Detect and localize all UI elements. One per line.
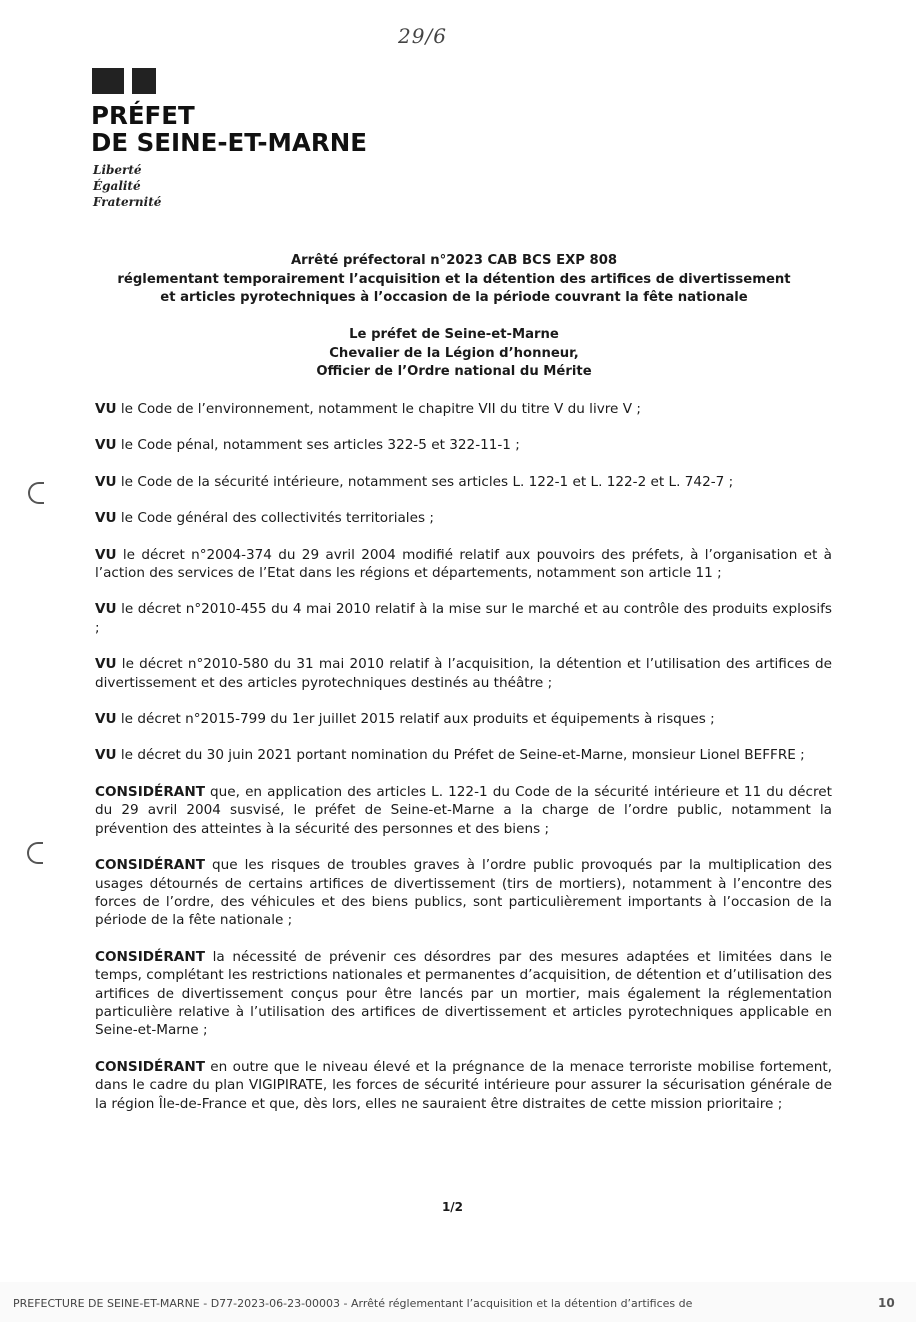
decree-body bbox=[95, 400, 832, 1131]
decree-number: Arrêté préfectoral n°2023 CAB BCS EXP 808 bbox=[290, 253, 618, 268]
marianne-logo bbox=[92, 68, 164, 94]
republic-motto bbox=[93, 162, 161, 210]
paragraph: VU le décret n°2010-580 du 31 mai 2010 relatif à l’acquisition, la détention et l’utilisation des artifices de divertissement et des articles pyrotechniques destinés au théâtre ; bbox=[95, 656, 832, 691]
decree-header bbox=[92, 252, 816, 308]
paragraph: VU le Code de la sécurité intérieure, notamment ses articles L. 122-1 et L. 122-2 et L. 742-7 ; bbox=[95, 473, 734, 490]
paragraph: CONSIDÉRANT la nécessité de prévenir ces désordres par des mesures adaptées et limitées dans le temps, complétant les restrictions nationales et permanentes d’acquisition, de détention et d’utilisation des artifices de divertissement conçus pour être lancés par un mortier, mais également la réglementation particulière relative à l’utilisation des artifices de divertissement et articles pyrotechniques applicable en Seine-et-Marne ; bbox=[95, 948, 832, 1039]
paragraph: VU le décret du 30 juin 2021 portant nomination du Préfet de Seine-et-Marne, monsieur Lionel BEFFRE ; bbox=[95, 747, 805, 764]
punch-hole-mark bbox=[27, 842, 43, 864]
motto-liberte: Liberté bbox=[93, 163, 142, 177]
punch-hole-mark bbox=[28, 482, 44, 504]
paragraph: CONSIDÉRANT en outre que le niveau élevé et la prégnance de la menace terroriste mobilise fortement, dans le cadre du plan VIGIPIRATE, les forces de sécurité intérieure pour assurer la sécurisation générale de la région Île-de-France et que, dès lors, elles ne sauraient être distraites de cette mission prioritaire ; bbox=[95, 1058, 832, 1112]
paragraph: CONSIDÉRANT que les risques de troubles graves à l’ordre public provoqués par la multiplication des usages détournés de certains artifices de divertissement (tirs de mortiers), notamment à l’encontre des forces de l’ordre, des véhicules et des biens publics, sont particulièrement importants à l’occasion de la période de la fête nationale ; bbox=[95, 857, 832, 929]
paragraph: VU le décret n°2015-799 du 1er juillet 2015 relatif aux produits et équipements à risques ; bbox=[95, 711, 715, 728]
authority-line1: Le préfet de Seine-et-Marne bbox=[349, 327, 559, 342]
authority-line3: Officier de l’Ordre national du Mérite bbox=[316, 364, 592, 379]
document-footer: PREFECTURE DE SEINE-ET-MARNE - D77-2023-06-23-00003 - Arrêté réglementant l’acquisition et la détention d’artifices de bbox=[13, 1297, 693, 1310]
issuing-authority bbox=[92, 326, 816, 382]
handwritten-note: 29/6 bbox=[398, 24, 447, 48]
paragraph: CONSIDÉRANT que, en application des articles L. 122-1 du Code de la sécurité intérieure et 11 du décret du 29 avril 2004 susvisé, le préfet de Seine-et-Marne a la charge de l’ordre public, notamment la prévention des atteintes à la sécurité des personnes et des biens ; bbox=[95, 783, 832, 837]
prefet-title-line1: PRÉFET bbox=[91, 101, 195, 130]
page-number: 1/2 bbox=[441, 1200, 464, 1214]
paragraph: VU le décret n°2010-455 du 4 mai 2010 relatif à la mise sur le marché et au contrôle des produits explosifs ; bbox=[95, 601, 832, 636]
motto-egalite: Égalité bbox=[93, 179, 141, 193]
footer-page-number: 10 bbox=[878, 1296, 895, 1310]
paragraph: VU le décret n°2004-374 du 29 avril 2004 modifié relatif aux pouvoirs des préfets, à l’organisation et à l’action des services de l’Etat dans les régions et départements, notamment son article 11 ; bbox=[95, 546, 832, 582]
paragraph: VU le Code général des collectivités territoriales ; bbox=[95, 510, 434, 527]
decree-subject-line1: réglementant temporairement l’acquisition et la détention des artifices de divertissement bbox=[117, 271, 791, 287]
prefet-title-line2: DE SEINE-ET-MARNE bbox=[91, 128, 367, 157]
prefet-title bbox=[91, 102, 367, 156]
paragraph: VU le Code pénal, notamment ses articles 322-5 et 322-11-1 ; bbox=[95, 437, 520, 454]
motto-fraternite: Fraternité bbox=[93, 195, 162, 209]
decree-subject-line2: et articles pyrotechniques à l’occasion de la période couvrant la fête nationale bbox=[160, 290, 748, 305]
paragraph: VU le Code de l’environnement, notamment le chapitre VII du titre V du livre V ; bbox=[95, 401, 641, 417]
authority-line2: Chevalier de la Légion d’honneur, bbox=[329, 345, 579, 361]
